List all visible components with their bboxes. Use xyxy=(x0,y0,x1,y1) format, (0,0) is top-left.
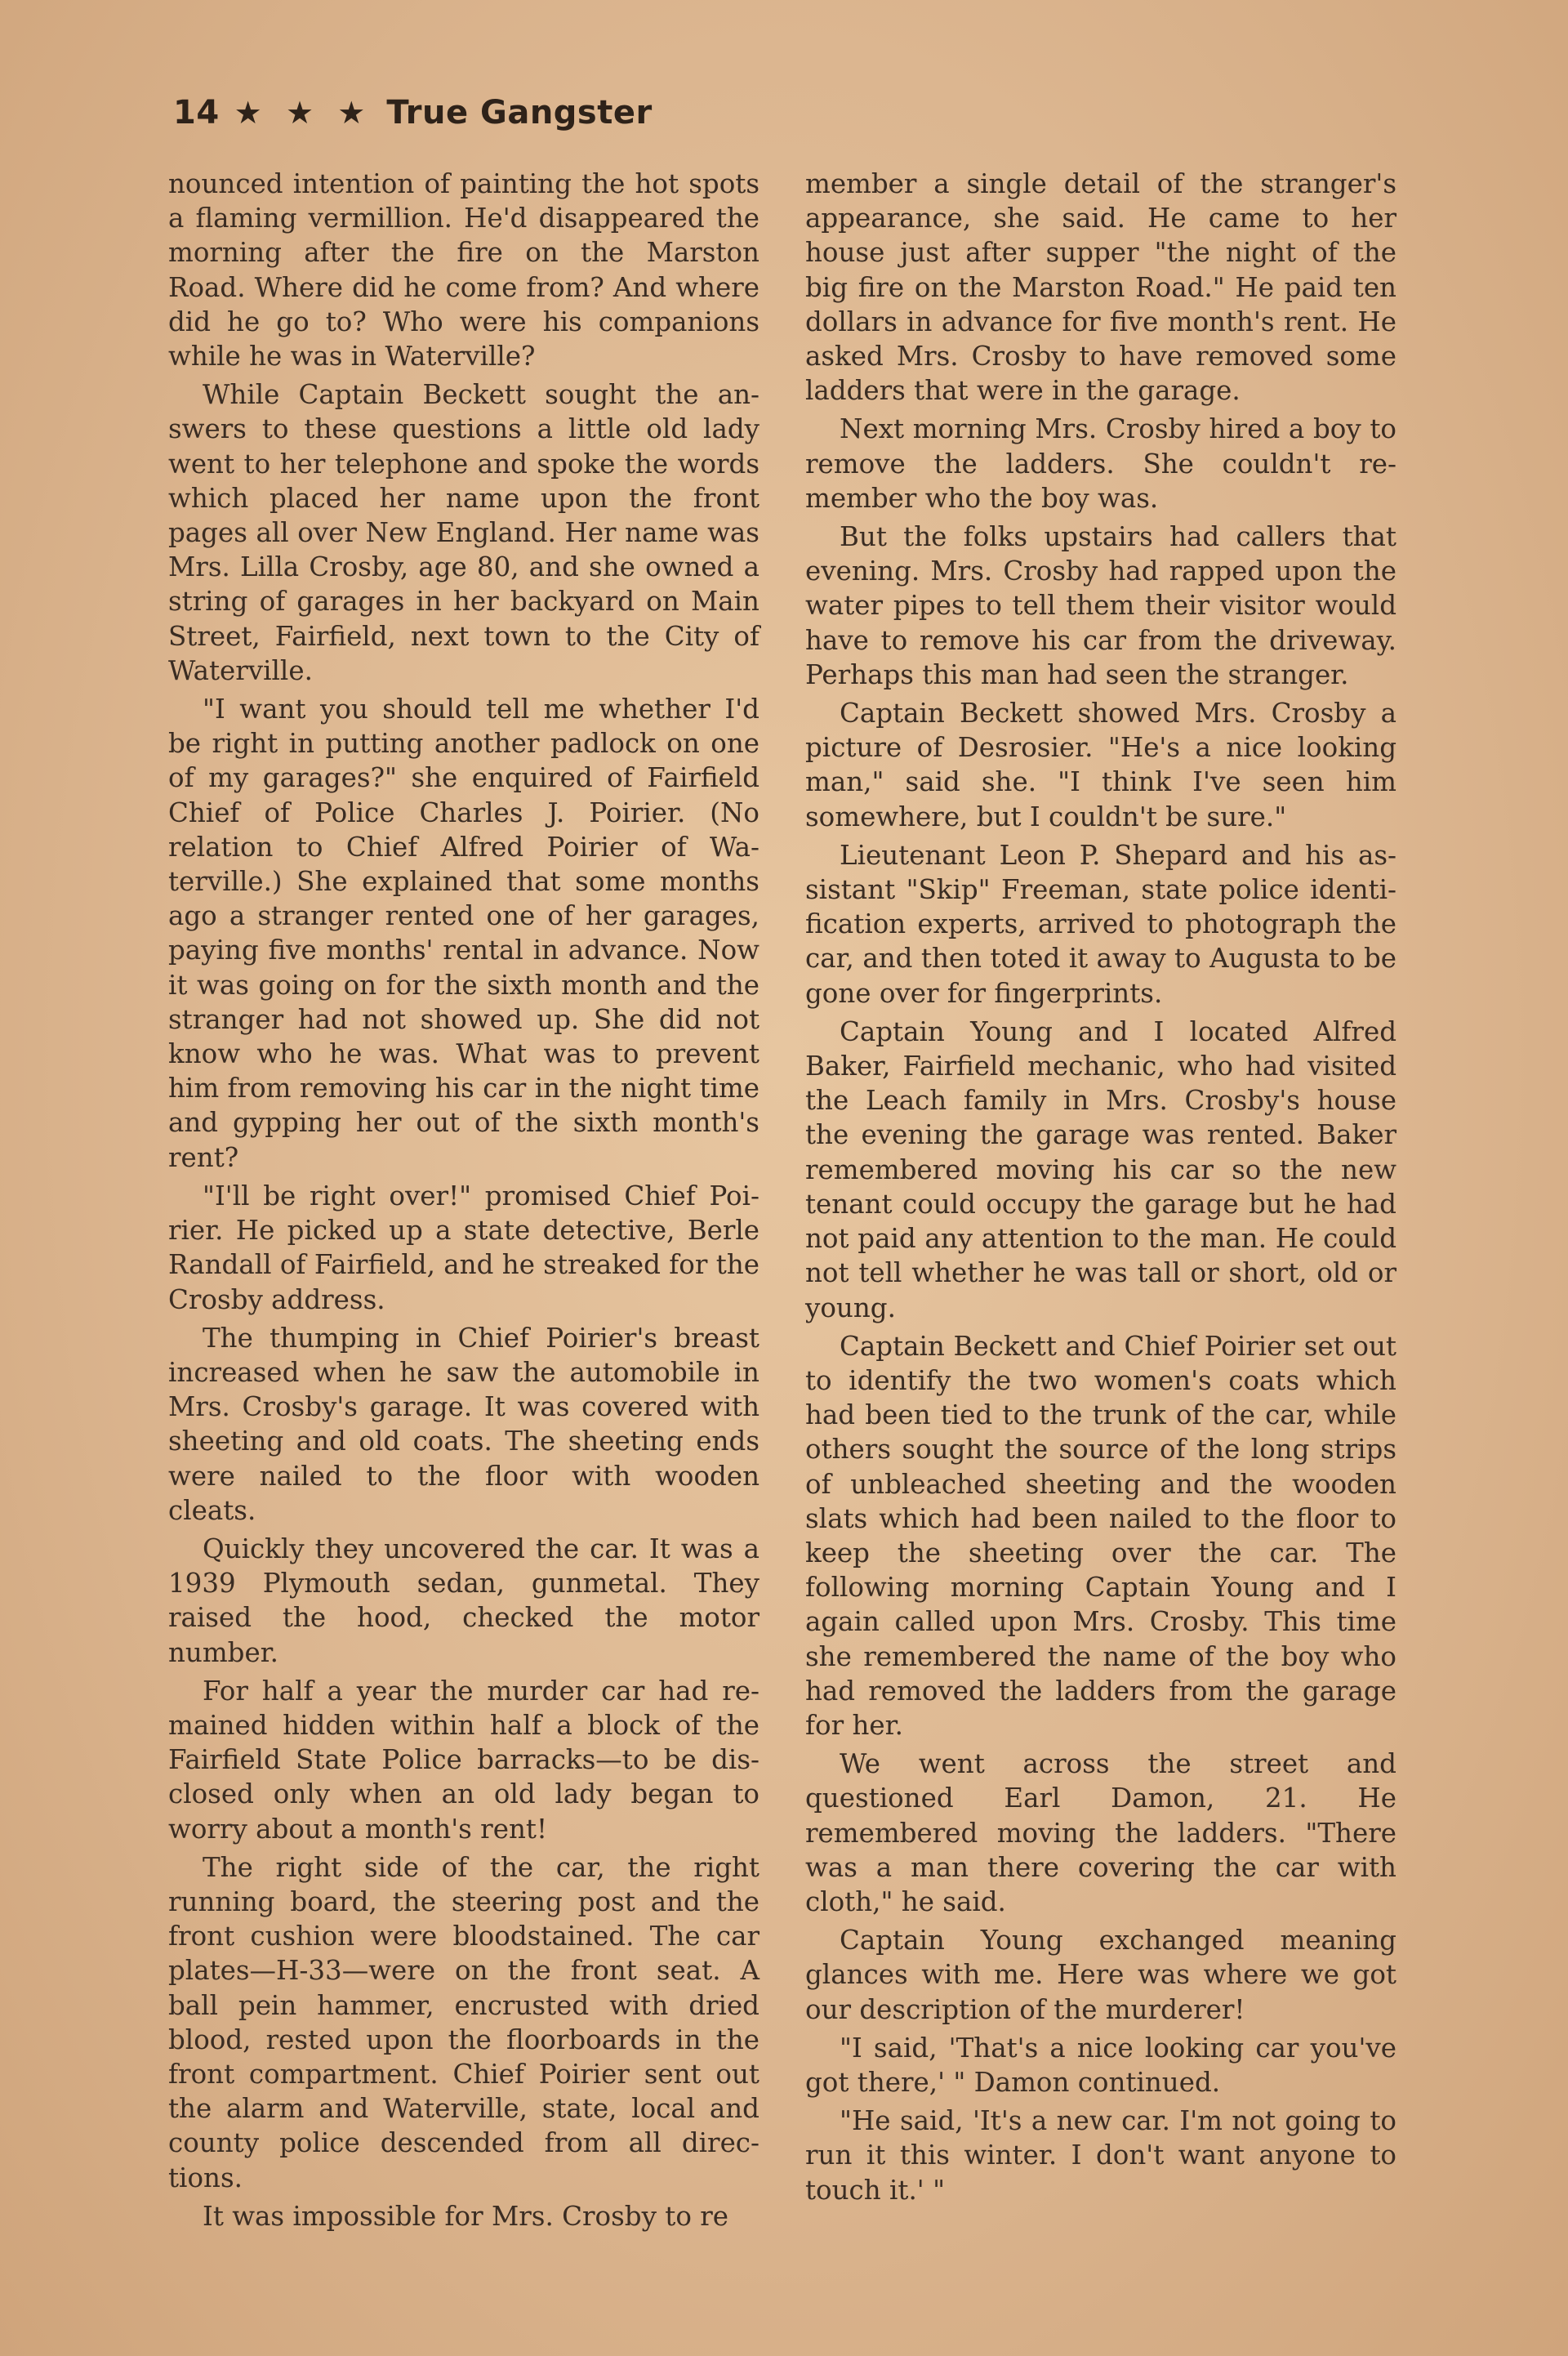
paragraph: But the folks upstairs had callers that evening. Mrs. Crosby had rapped upon the water pipes to tell them their visitor would have to remove his car from the driveway. Perhaps this man had seen the stranger. xyxy=(805,521,1396,690)
paragraph: For half a year the murder car had remained hidden within half a block of the Fairfield State Police barracks—to be disclosed only when an old lady began to worry about a month's rent! xyxy=(168,1675,760,1845)
paragraph: Captain Beckett showed Mrs. Crosby a picture of Desrosier. "He's a nice looking man," said she. "I think I've seen him somewhere, but I couldn't be sure." xyxy=(805,698,1396,832)
left-column xyxy=(168,167,760,2232)
paragraph: "I'll be right over!" promised Chief Poirier. He picked up a state detective, Berle Randall of Fairfield, and he streaked for the Crosby address. xyxy=(168,1180,760,1315)
paragraph: nounced intention of painting the hot spots a flaming vermillion. He'd disappeared the morning after the fire on the Marston Road. Where did he come from? And where did he go to? Who were his companions while he was in Waterville? xyxy=(168,168,760,373)
paragraph: Next morning Mrs. Crosby hired a boy to remove the ladders. She couldn't remember who the boy was. xyxy=(805,413,1396,514)
paragraph: The thumping in Chief Poirier's breast increased when he saw the automobile in Mrs. Crosby's garage. It was covered with sheeting and old coats. The sheeting ends were nailed to the floor with wooden cleats. xyxy=(168,1322,760,1526)
paragraph: "I said, 'That's a nice looking car you've got there,' " Damon continued. xyxy=(805,2032,1396,2098)
paragraph: The right side of the car, the right running board, the steering post and the front cushion were bloodstained. The car plates—H-33—were on the front seat. A ball pein hammer, encrusted with dried blood, rested upon the floorboards in the front compartment. Chief Poirier sent out the alarm and Waterville, state, local and county police descended from all directions. xyxy=(168,1851,760,2193)
paragraph: Lieutenant Leon P. Shepard and his assistant "Skip" Freeman, state police identification experts, arrived to photograph the car, and then toted it away to Augusta to be gone over for fingerprints. xyxy=(805,839,1396,1009)
paragraph: "I want you should tell me whether I'd be right in putting another padlock on one of my garages?" she enquired of Fairfield Chief of Police Charles J. Poirier. (No relation to Chief Alfred Poirier of Waterville.) She explained that some months ago a stranger rented one of her garages, paying five months' rental in advance. Now it was going on for the sixth month and the stranger had not showed up. She did not know who he was. What was to prevent him from removing his car in the night time and gypping her out of the sixth month's rent? xyxy=(168,694,760,1173)
page-number: 14 xyxy=(173,94,220,132)
paragraph: It was impossible for Mrs. Crosby to re xyxy=(203,2200,729,2232)
paragraph: Quickly they uncovered the car. It was a 1939 Plymouth sedan, gunmetal. They raised the hood, checked the motor number. xyxy=(168,1533,760,1668)
paragraph: member a single detail of the stranger's appearance, she said. He came to her house just after supper "the night of the big fire on the Marston Road." He paid ten dollars in advance for five month's rent. He asked Mrs. Crosby to have removed some ladders that were in the garage. xyxy=(805,168,1396,407)
right-column xyxy=(805,167,1396,2206)
paragraph: Captain Beckett and Chief Poirier set out to identify the two women's coats which had been tied to the trunk of the car, while others sought the source of the long strips of unbleached sheeting and the wooden slats which had been nailed to the floor to keep the sheeting over the car. The following morning Captain Young and I again called upon Mrs. Crosby. This time she remembered the name of the boy who had removed the ladders from the garage for her. xyxy=(805,1330,1396,1741)
paragraph: "He said, 'It's a new car. I'm not going to run it this winter. I don't want anyone to touch it.' " xyxy=(805,2105,1396,2206)
page-header xyxy=(173,88,653,137)
paragraph: Captain Young and I located Alfred Baker, Fairfield mechanic, who had visited the Leach family in Mrs. Crosby's house the evening the garage was rented. Baker remembered moving his car so the new tenant could occupy the garage but he had not paid any attention to the man. He could not tell whether he was tall or short, old or young. xyxy=(805,1015,1396,1323)
magazine-title: True Gangster xyxy=(386,94,653,132)
paragraph: While Captain Beckett sought the answers to these questions a little old lady went to her telephone and spoke the words which placed her name upon the front pages all over New England. Her name was Mrs. Lilla Crosby, age 80, and she owned a string of garages in her backyard on Main Street, Fairfield, next town to the City of Waterville. xyxy=(168,379,760,686)
paragraph: Captain Young exchanged meaning glances with me. Here was where we got our description of the murderer! xyxy=(805,1925,1396,2025)
star-icons: ★ ★ ★ xyxy=(234,95,372,131)
paragraph: We went across the street and questioned Earl Damon, 21. He remembered moving the ladders. "There was a man there covering the car with cloth," he said. xyxy=(805,1748,1396,1917)
